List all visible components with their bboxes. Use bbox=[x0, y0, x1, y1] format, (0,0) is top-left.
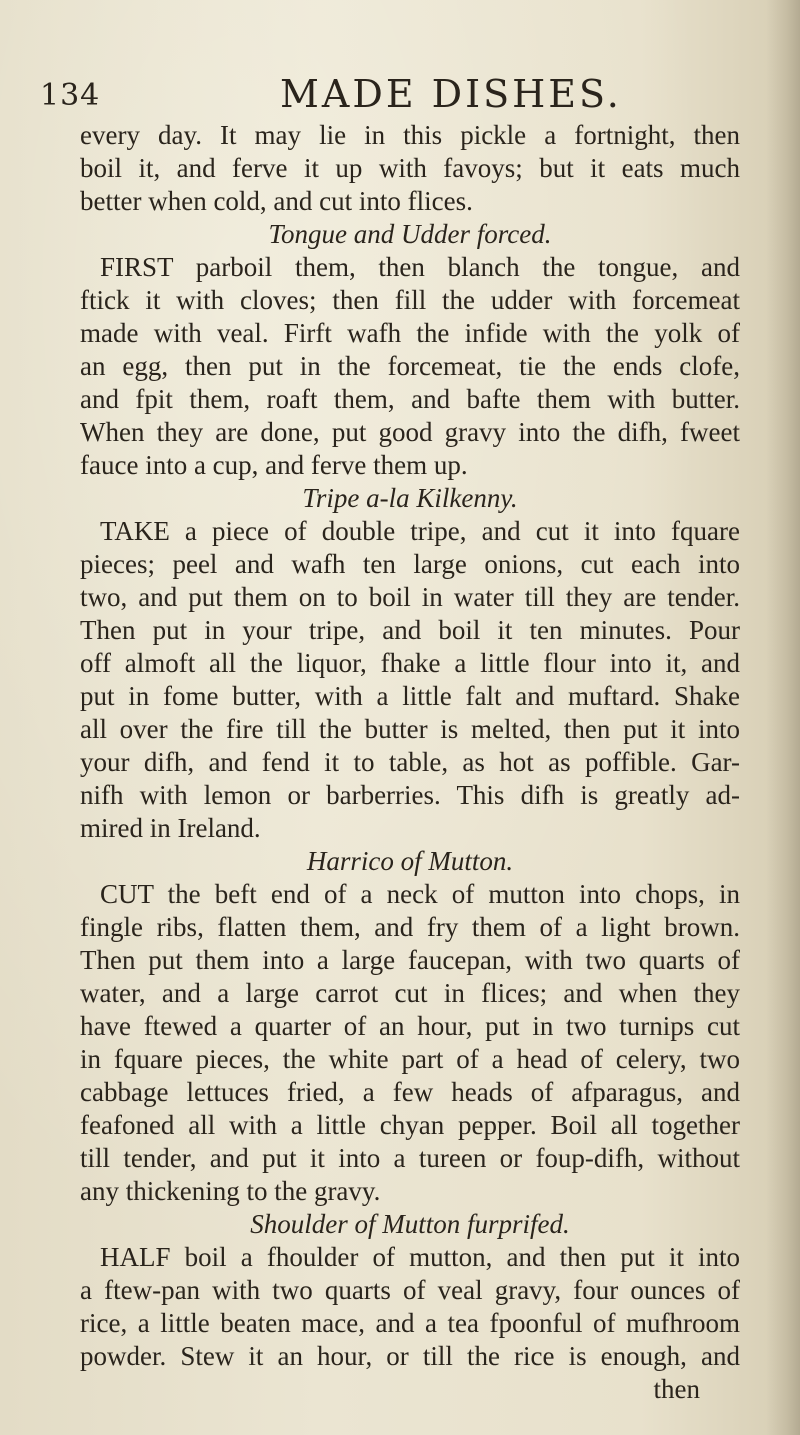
text-line: and fpit them, roaft them, and bafte them with butter. bbox=[80, 384, 740, 414]
body-text bbox=[80, 119, 740, 1406]
text-line: TAKE a piece of double tripe, and cut it into fquare bbox=[100, 516, 740, 546]
page-edge-shadow bbox=[766, 0, 800, 1435]
text-line: mired in Ireland. bbox=[80, 813, 261, 843]
text-line: every day. It may lie in this pickle a fortnight, then bbox=[80, 120, 740, 150]
text-line: made with veal. Firft wafh the infide with the yolk of bbox=[80, 318, 740, 348]
page-header bbox=[40, 72, 740, 122]
text-line: ftick it with cloves; then fill the udder with forcemeat bbox=[80, 285, 740, 315]
text-line: nifh with lemon or barberries. This difh is greatly ad- bbox=[80, 780, 740, 810]
text-line: better when cold, and cut into flices. bbox=[80, 186, 473, 216]
text-line: in fquare pieces, the white part of a head of celery, two bbox=[80, 1044, 740, 1074]
text-line: Then put in your tripe, and boil it ten minutes. Pour bbox=[80, 615, 740, 645]
text-line: any thickening to the gravy. bbox=[80, 1176, 381, 1206]
text-line: fauce into a cup, and ferve them up. bbox=[80, 450, 468, 480]
page-number: 134 bbox=[40, 78, 101, 113]
recipe-heading: Tripe a-la Kilkenny. bbox=[302, 483, 518, 513]
text-line: have ftewed a quarter of an hour, put in two turnips cut bbox=[80, 1011, 740, 1041]
text-line: powder. Stew it an hour, or till the rice is enough, and bbox=[80, 1341, 740, 1371]
text-line: till tender, and put it into a tureen or foup-difh, without bbox=[80, 1143, 740, 1173]
text-line: boil it, and ferve it up with favoys; but it eats much bbox=[80, 153, 740, 183]
text-line: cabbage lettuces fried, a few heads of afparagus, and bbox=[80, 1077, 740, 1107]
text-line: a ftew-pan with two quarts of veal gravy, four ounces of bbox=[80, 1275, 740, 1305]
text-line: When they are done, put good gravy into the difh, fweet bbox=[80, 417, 740, 447]
text-line: HALF boil a fhoulder of mutton, and then put it into bbox=[100, 1242, 740, 1272]
recipe-heading: Harrico of Mutton. bbox=[306, 846, 514, 876]
text-line: an egg, then put in the forcemeat, tie the ends clofe, bbox=[80, 351, 740, 381]
text-line: FIRST parboil them, then blanch the tongue, and bbox=[100, 252, 740, 282]
text-line: your difh, and fend it to table, as hot as poffible. Gar- bbox=[80, 747, 740, 777]
recipe-heading: Tongue and Udder forced. bbox=[268, 219, 552, 249]
text-line: all over the fire till the butter is melted, then put it into bbox=[80, 714, 740, 744]
text-line: fingle ribs, flatten them, and fry them of a light brown. bbox=[80, 912, 740, 942]
text-line: rice, a little beaten mace, and a tea fpoonful of mufhroom bbox=[80, 1308, 740, 1338]
text-line: water, and a large carrot cut in flices; and when they bbox=[80, 978, 740, 1008]
text-line: feafoned all with a little chyan pepper. Boil all together bbox=[80, 1110, 740, 1140]
catchword: then bbox=[653, 1374, 700, 1404]
running-head: MADE DISHES. bbox=[280, 72, 622, 116]
recipe-heading: Shoulder of Mutton furprifed. bbox=[250, 1209, 570, 1239]
text-line: two, and put them on to boil in water till they are tender. bbox=[80, 582, 740, 612]
text-line: off almoft all the liquor, fhake a little flour into it, and bbox=[80, 648, 740, 678]
text-line: Then put them into a large faucepan, with two quarts of bbox=[80, 945, 740, 975]
text-line: put in fome butter, with a little falt and muftard. Shake bbox=[80, 681, 740, 711]
text-line: pieces; peel and wafh ten large onions, cut each into bbox=[80, 549, 740, 579]
text-line: CUT the beft end of a neck of mutton into chops, in bbox=[100, 879, 740, 909]
